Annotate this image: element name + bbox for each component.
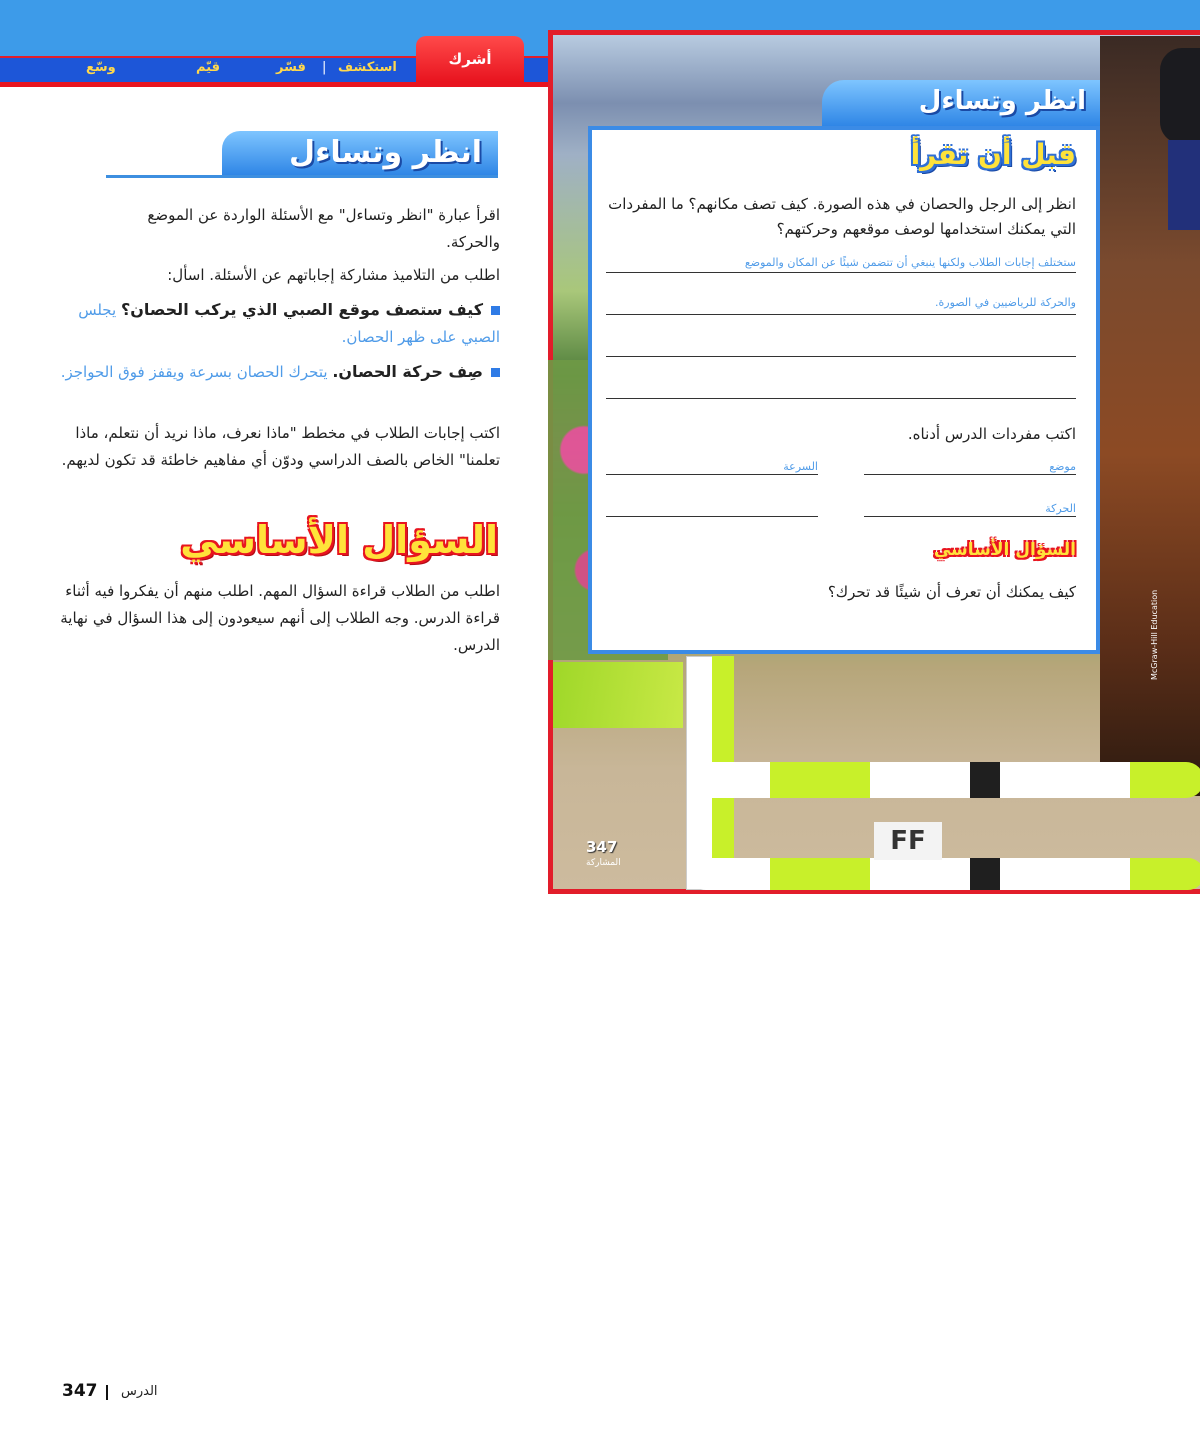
student-page-label: المشاركة (586, 858, 621, 868)
teacher-intro-paragraph: اقرأ عبارة "انظر وتساءل" مع الأسئلة الواردة عن الموضع والحركة. (147, 206, 500, 251)
card-essential-question: كيف يمكنك أن تعرف أن شيئًا قد تحرك؟ (827, 583, 1076, 601)
essential-question-title: السؤال الأساسي (180, 518, 498, 562)
teacher-kwl-paragraph: اكتب إجابات الطلاب في مخطط "ماذا نعرف، ماذا نريد أن نتعلم، ماذا تعلمنا" الخاص بالصف الدراسي ودوّن أي مفاهيم خاطئة قد تكون لديهم. (61, 424, 500, 469)
fence-marker-sign: FF (874, 822, 942, 860)
nav-tab-explain[interactable]: فسّر (276, 60, 306, 75)
footer-lesson-label: الدرس (121, 1384, 158, 1399)
card-tab-title: انظر وتساءل (918, 86, 1086, 116)
vocab-line-blank[interactable] (606, 516, 818, 517)
fence-board (553, 662, 683, 728)
footer-page-number: 347 (62, 1381, 98, 1401)
rider-helmet (1160, 48, 1200, 144)
hint-line-1: ستختلف إجابات الطلاب ولكنها ينبغي أن تتضمن شيئًا عن المكان والموضع (744, 256, 1076, 269)
fence-rail-top (690, 762, 1200, 798)
card-question: انظر إلى الرجل والحصان في هذه الصورة. كيف تصف مكانهم؟ ما المفردات التي يمكنك استخدامها لوصف موقعهم وحركتهم؟ (608, 195, 1076, 238)
writing-line-4[interactable] (606, 398, 1076, 399)
rider-jersey (1168, 140, 1200, 230)
vocab-line-position[interactable] (864, 474, 1076, 475)
question-bullet-1 (60, 296, 500, 351)
before-you-read-heading: قبل أن تقرأ (910, 138, 1076, 171)
look-and-wonder-banner (106, 131, 498, 179)
vocab-label-position: موضع (1049, 460, 1076, 473)
vocab-line-speed[interactable] (606, 474, 818, 475)
teacher-eq-paragraph: اطلب من الطلاب قراءة السؤال المهم. اطلب منهم أن يفكروا فيه أثناء قراءة الدرس. وجه الطلاب إلى أنهم سيعودون إلى هذا السؤال في نهاية الدرس. (60, 582, 500, 654)
answer-text: يتحرك الحصان بسرعة ويقفز فوق الحواجز. (60, 363, 328, 381)
vocab-line-motion[interactable] (864, 516, 1076, 517)
question-text: كيف ستصف موقع الصبي الذي يركب الحصان؟ (120, 300, 483, 319)
student-page-number: 347 (586, 838, 618, 856)
nav-underline (0, 82, 548, 87)
writing-line-3[interactable] (606, 356, 1076, 357)
bullet-square-icon (491, 306, 500, 315)
question-bullet-2 (60, 358, 500, 386)
footer-divider (106, 1385, 108, 1400)
banner-title: انظر وتساءل (289, 135, 482, 170)
teacher-share-paragraph: اطلب من التلاميذ مشاركة إجاباتهم عن الأسئلة. اسأل: (167, 266, 500, 284)
nav-tab-explore[interactable]: استكشف (338, 60, 397, 75)
nav-tab-elaborate[interactable]: وسّع (86, 60, 116, 75)
vocab-label-motion: الحركة (1045, 502, 1076, 515)
fence-rail-bottom (690, 858, 1200, 890)
vocab-prompt: اكتب مفردات الدرس أدناه. (907, 425, 1076, 443)
question-text: صِف حركة الحصان. (332, 362, 483, 381)
answer-text: يجلس الصبي على ظهر الحصان. (78, 301, 500, 346)
nav-tab-engage[interactable]: أشرك (416, 36, 524, 82)
nav-separator: | (322, 60, 327, 75)
writing-line-1[interactable] (606, 272, 1076, 273)
card-essential-question-title: السؤال الأساسي (933, 540, 1076, 560)
bullet-square-icon (491, 368, 500, 377)
banner-rule (106, 175, 498, 178)
photo-credit: McGraw-Hill Education (1150, 589, 1159, 680)
vocab-label-speed: السرعة (783, 460, 818, 473)
writing-line-2[interactable] (606, 314, 1076, 315)
hint-line-2: والحركة للرياضيين في الصورة. (935, 296, 1076, 309)
nav-tab-evaluate[interactable]: قيّم (196, 60, 221, 75)
